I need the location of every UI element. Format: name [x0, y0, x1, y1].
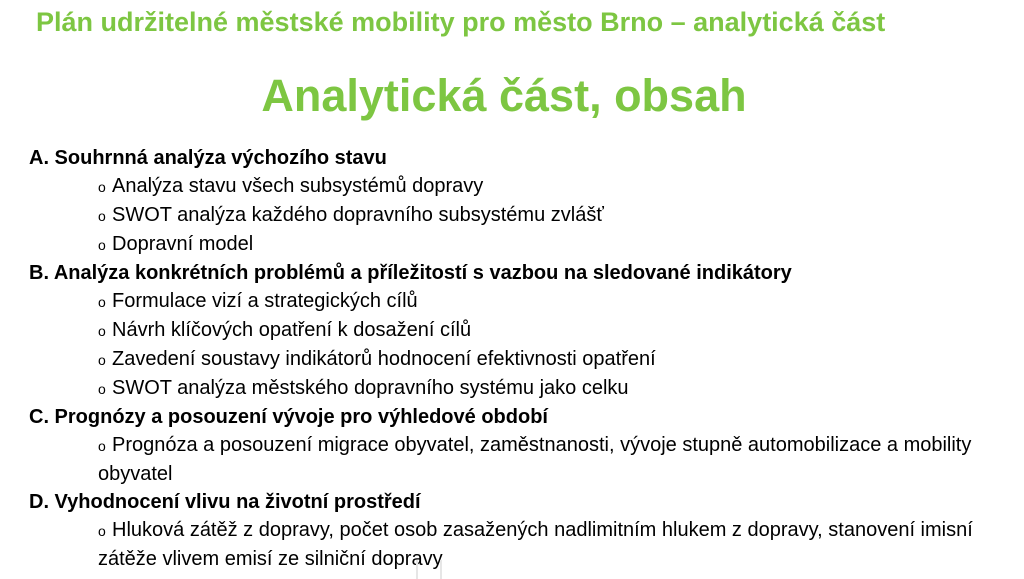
- section-d: [29, 488, 1021, 573]
- list-item: [29, 345, 1021, 374]
- list-item-text: SWOT analýza každého dopravního subsystému zvlášť: [112, 204, 604, 226]
- list-item-text: SWOT analýza městského dopravního systému jako celku: [112, 377, 629, 399]
- list-item-text: Prognóza a posouzení migrace obyvatel, zaměstnanosti, vývoje stupně automobilizace a mobility obyvatel: [98, 434, 972, 485]
- list-item-text: Hluková zátěž z dopravy, počet osob zasažených nadlimitním hlukem z dopravy, stanovení imisní zátěže vlivem emisí ze silniční dopravy: [98, 519, 973, 570]
- bullet-circle-icon: o: [98, 179, 106, 195]
- slide-title: Analytická část, obsah: [261, 70, 747, 121]
- bullet-circle-icon: o: [98, 523, 106, 539]
- list-item: [29, 431, 1021, 488]
- list-item: [29, 230, 1021, 259]
- list-item-text: Zavedení soustavy indikátorů hodnocení efektivnosti opatření: [112, 348, 656, 370]
- section-heading: B. Analýza konkrétních problémů a příležitostí s vazbou na sledované indikátory: [29, 262, 792, 284]
- list-item-text: Formulace vizí a strategických cílů: [112, 290, 418, 312]
- section-b: [29, 259, 1021, 403]
- list-item: [29, 287, 1021, 316]
- list-item-text: Dopravní model: [112, 233, 254, 255]
- content-outline: [29, 144, 1021, 573]
- list-item: [29, 201, 1021, 230]
- list-item: [29, 516, 1021, 573]
- bullet-circle-icon: o: [98, 352, 106, 368]
- bullet-circle-icon: o: [98, 323, 106, 339]
- section-c: [29, 403, 1021, 488]
- bullet-circle-icon: o: [98, 438, 106, 454]
- bullet-circle-icon: o: [98, 381, 106, 397]
- section-a: [29, 144, 1021, 259]
- bullet-circle-icon: o: [98, 208, 106, 224]
- section-heading: D. Vyhodnocení vlivu na životní prostředí: [29, 491, 421, 513]
- bullet-circle-icon: o: [98, 237, 106, 253]
- list-item-text: Analýza stavu všech subsystémů dopravy: [112, 175, 484, 197]
- footer-decoration: [416, 560, 442, 579]
- list-item: [29, 374, 1021, 403]
- header-title: Plán udržitelné městské mobility pro město Brno – analytická část: [36, 7, 886, 37]
- list-item: [29, 172, 1021, 201]
- list-item: [29, 316, 1021, 345]
- list-item-text: Návrh klíčových opatření k dosažení cílů: [112, 319, 472, 341]
- bullet-circle-icon: o: [98, 294, 106, 310]
- section-heading: C. Prognózy a posouzení vývoje pro výhledové období: [29, 406, 548, 428]
- section-heading: A. Souhrnná analýza výchozího stavu: [29, 147, 387, 169]
